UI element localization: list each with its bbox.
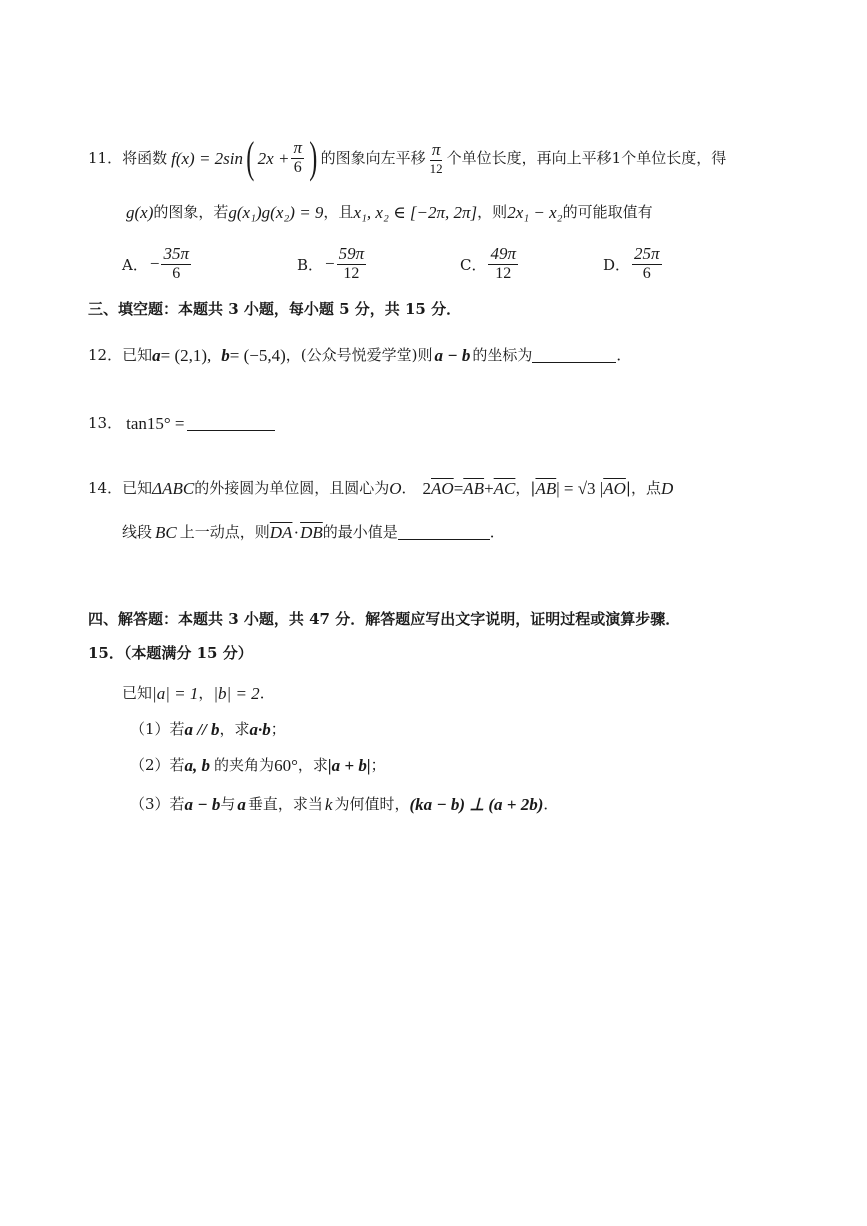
- q14-answer-blank[interactable]: [398, 525, 490, 540]
- q12-text-b: 则: [417, 345, 433, 364]
- q12-paren-note: ，(公众号悦爱学堂): [285, 345, 418, 364]
- q14-vec-AB: $\overline{AB}$: [463, 478, 485, 498]
- q12-a-vector: a: [152, 345, 161, 365]
- q13-answer-blank[interactable]: [187, 416, 275, 431]
- q11-pi-over-6: $\frac{\pi}{6}$: [293, 138, 302, 177]
- q15-p3-expr: (ka − b) ⊥ (a + 2b): [409, 794, 544, 814]
- q14-vec-AO: $\overline{AO}$: [431, 478, 454, 498]
- q15-part3: （3）若 a − b 与 a 垂直，求当 k 为何值时， (ka − b) ⊥ (a + 2b) ．: [130, 794, 559, 814]
- q14-text-a: 已知: [122, 478, 153, 497]
- q12-b-value: = (−5,4): [229, 345, 286, 365]
- q14-line2: 线段 BC 上一动点，则 $\overline{DA}$ · $\overline{DB}$ 的最小值是 ．: [122, 522, 505, 542]
- q15-abs-b: |b| = 2: [213, 683, 260, 703]
- q14-vec-AO-mag: $\overline{AO}$: [603, 478, 626, 498]
- q13-number: 13．: [88, 413, 123, 432]
- q15-abs-a: |a| = 1: [152, 683, 199, 703]
- q11-shift-fraction: $\frac{\pi}{12}$: [429, 139, 443, 176]
- q14-coef: 2: [422, 478, 432, 498]
- q11-line2-c: ，则: [477, 202, 508, 221]
- q14-vec-AC: $\overline{AC}$: [493, 478, 516, 498]
- q14-D: D: [660, 478, 674, 498]
- q15-part2: （2）若 a, b 的夹角为 60° ，求 |a + b| ；: [130, 755, 386, 775]
- q11-option-a: A． − $\frac{35\pi}{6}$: [122, 244, 189, 283]
- q15-p2-expr: |a + b|: [327, 755, 371, 775]
- q11-line2-d: 的可能取值有: [562, 202, 653, 221]
- q11-product-eq: g(x₁)g(x₂) = 9: [228, 202, 324, 222]
- q14-vec-DA: $\overline{DA}$: [269, 522, 293, 542]
- q11-option-c: C． $\frac{49\pi}{12}$: [460, 244, 517, 283]
- q11-line2-b: ，且: [323, 202, 354, 221]
- q12-answer-blank[interactable]: [532, 348, 616, 363]
- q14-text-b: 的外接圆为单位圆，且圆心为: [194, 478, 390, 497]
- q15-p3-a: a: [237, 794, 246, 814]
- q11-option-d: D． $\frac{25\pi}{6}$: [603, 244, 660, 283]
- q15-p2-vars: a, b: [184, 755, 211, 775]
- q14-number: 14．: [88, 478, 123, 497]
- q13-expr: tan15° =: [126, 413, 185, 433]
- q11-f-expr: f(x) = 2sin: [171, 148, 244, 168]
- q15-p1-cond: a // b: [184, 719, 220, 739]
- q15-p3-k: k: [324, 794, 333, 814]
- q11-text-a: 将函数: [122, 148, 168, 167]
- q12-a-value: = (2,1),: [160, 345, 212, 365]
- q15-part1: （1）若 a // b ，求 a·b ；: [130, 719, 286, 739]
- q11-number: 11．: [88, 148, 123, 167]
- q11-option-b: B． − $\frac{59\pi}{12}$: [297, 244, 365, 283]
- q11-right-paren: ): [309, 133, 318, 183]
- q11-target-expr: 2x₁ − x₂: [507, 202, 563, 222]
- q13-line: [88, 412, 275, 434]
- q12-number: 12．: [88, 345, 123, 364]
- q11-domain: x₁, x₂ ∈ [−2π, 2π]: [353, 202, 478, 222]
- q11-text-b: 的图象向左平移: [320, 148, 426, 167]
- q11-line2-a: 的图象，若: [153, 202, 229, 221]
- q11-left-paren: (: [246, 133, 255, 183]
- q14-vec-DB: $\overline{DB}$: [300, 522, 323, 542]
- q15-p1-expr: a·b: [249, 719, 271, 739]
- q11-gx: g(x): [126, 202, 154, 222]
- q12-text-a: 已知: [122, 345, 153, 364]
- q15-header: 15．（本题满分 15 分）: [88, 644, 253, 662]
- q14-O: O: [389, 478, 402, 498]
- q14-triangle: ΔABC: [152, 478, 195, 498]
- q14-vec-AB-mag: $\overline{AB}$: [535, 478, 557, 498]
- q14-BC: BC: [155, 522, 177, 542]
- q12-b-vector: b: [221, 345, 230, 365]
- q11-line2: [126, 200, 653, 224]
- q12-text-c: 的坐标为: [472, 345, 533, 364]
- q11-inner-a: 2x +: [257, 148, 290, 168]
- q11-line1: [88, 133, 727, 183]
- q11-text-c: 个单位长度，再向上平移1个单位长度，得: [446, 148, 727, 167]
- section3-heading: 三、填空题：本题共 3 小题，每小题 5 分，共 15 分．: [88, 300, 462, 318]
- section4-heading: 四、解答题：本题共 3 小题，共 47 分．解答题应写出文字说明，证明过程或演算步骤．: [88, 610, 681, 628]
- q15-given: 已知 |a| = 1 ， |b| = 2 ．: [122, 683, 275, 703]
- q14-line1: 14． 已知 ΔABC 的外接圆为单位圆，且圆心为 O ． 2 $\overline{AO}$ = $\overline{AB}$ + $\overline{AC}$ ，| $\overline{AB}$ | = √3 | $\overline{AO}$ |，点 D: [88, 478, 674, 498]
- q12-line: 12． 已知 a = (2,1), b = (−5,4) ，(公众号悦爱学堂) 则 a − b 的坐标为 ．: [88, 345, 632, 365]
- q12-expr: a − b: [434, 345, 471, 365]
- q15-p3-cond: a − b: [184, 794, 221, 814]
- q15-p2-angle: 60°: [274, 755, 298, 775]
